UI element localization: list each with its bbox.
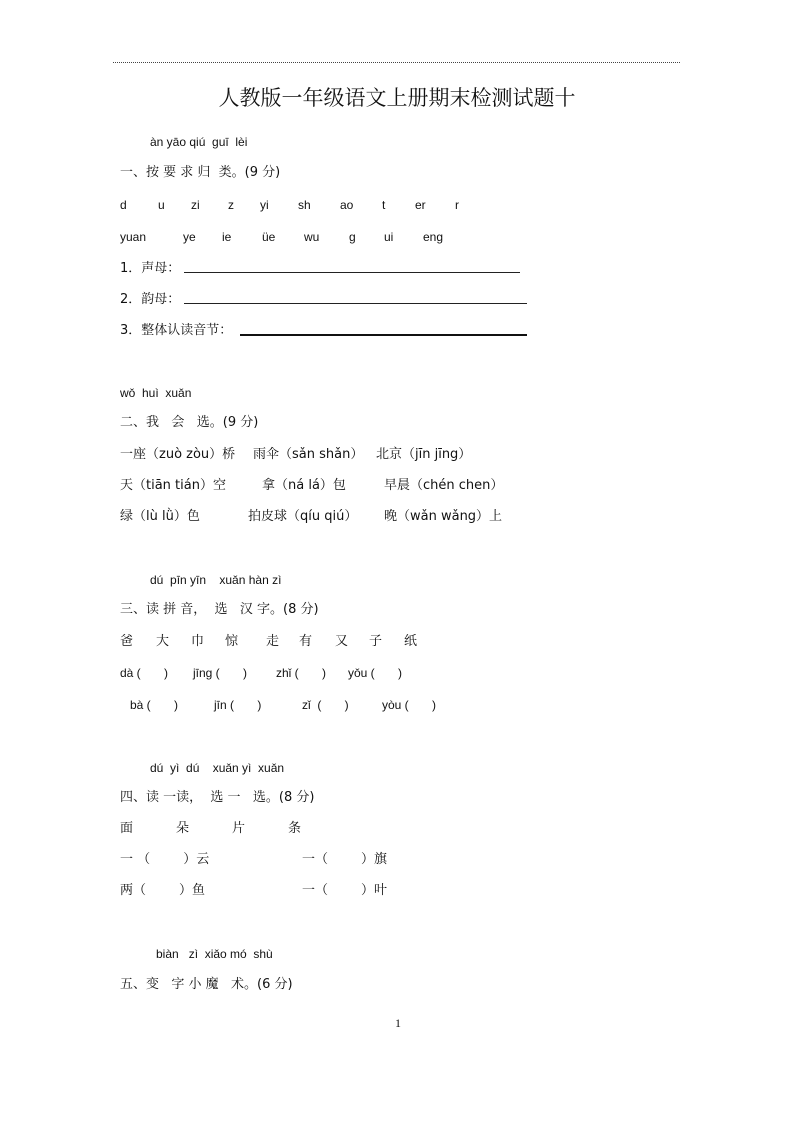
- s2-item: 一座（zuò zòu）桥: [120, 447, 236, 462]
- s3-char: 又: [335, 634, 349, 649]
- s5-pinyin: biàn zì xiǎo mó shù: [156, 947, 273, 961]
- s3-char: 走: [266, 634, 280, 649]
- s2-item: 拍皮球（qíu qiú）: [248, 509, 358, 524]
- s1-letter: ie: [222, 230, 232, 244]
- s2-item: 早晨（chén chen）: [384, 478, 504, 493]
- s4-word: 片: [232, 821, 246, 836]
- s3-blank[interactable]: yǒu ( ): [348, 666, 403, 680]
- s1-letter: ye: [183, 230, 196, 244]
- s3-char: 巾: [191, 634, 205, 649]
- s2-item: 晚（wǎn wǎng）上: [384, 509, 503, 524]
- s2-item: 天（tiān tián）空: [120, 478, 226, 493]
- s1-letter: ui: [384, 230, 394, 244]
- s4-pinyin: dú yì dú xuǎn yì xuǎn: [150, 761, 285, 775]
- s1-letter: z: [228, 198, 234, 212]
- s4-word: 条: [288, 821, 302, 836]
- s4-blank[interactable]: 一（ ）叶: [302, 883, 388, 898]
- s1-letter: g: [349, 230, 356, 244]
- header-dotted-rule: [113, 62, 680, 63]
- s4-word: 面: [120, 821, 134, 836]
- s1-q2-label: 2．韵母：: [120, 292, 181, 307]
- s1-heading: 一、按 要 求 归 类。(9 分): [120, 165, 281, 180]
- s1-letter: zi: [191, 198, 200, 212]
- page-title: 人教版一年级语文上册期末检测试题十: [218, 86, 576, 110]
- s1-letter: eng: [423, 230, 444, 244]
- s3-blank[interactable]: jīng ( ): [193, 666, 248, 680]
- s3-heading: 三、读 拼 音， 选 汉 字。(8 分): [120, 602, 319, 617]
- s1-letter: u: [158, 198, 165, 212]
- s1-letter: yuan: [120, 230, 147, 244]
- s3-blank[interactable]: dà ( ): [120, 666, 169, 680]
- s3-char: 惊: [225, 634, 239, 649]
- s4-heading: 四、读 一读， 选 一 选。(8 分): [120, 790, 315, 805]
- s4-blank[interactable]: 一（ ）旗: [302, 852, 388, 867]
- s1-letter: r: [455, 198, 459, 212]
- s4-blank[interactable]: 两（ ）鱼: [120, 883, 206, 898]
- s1-q2-answer-line[interactable]: [184, 303, 527, 304]
- s1-pinyin: àn yāo qiú guī lèi: [150, 135, 248, 149]
- s2-item: 绿（lù lǜ）色: [120, 509, 200, 524]
- s1-letter: yi: [260, 198, 269, 212]
- s1-q1-answer-line[interactable]: [184, 272, 520, 273]
- s3-pinyin: dú pīn yīn xuǎn hàn zì: [150, 573, 282, 587]
- s5-heading: 五、变 字 小 魔 术。(6 分): [120, 977, 293, 992]
- s3-char: 有: [299, 634, 313, 649]
- s3-blank[interactable]: jīn ( ): [214, 698, 262, 712]
- s1-letter: ao: [340, 198, 354, 212]
- s2-heading: 二、我 会 选。(9 分): [120, 415, 259, 430]
- s1-q1-label: 1．声母：: [120, 261, 181, 276]
- s2-item: 雨伞（sǎn shǎn）: [253, 447, 364, 462]
- s1-letter: sh: [298, 198, 311, 212]
- s1-letter: üe: [262, 230, 276, 244]
- s3-blank[interactable]: bà ( ): [130, 698, 179, 712]
- s3-char: 爸: [120, 634, 134, 649]
- s2-item: 北京（jīn jīng）: [376, 447, 472, 462]
- page-number: 1: [395, 1016, 401, 1030]
- s3-char: 子: [369, 634, 383, 649]
- s4-word: 朵: [176, 821, 190, 836]
- s3-char: 大: [156, 634, 170, 649]
- s1-letter: er: [415, 198, 426, 212]
- s3-blank[interactable]: yòu ( ): [382, 698, 437, 712]
- s4-blank[interactable]: 一 （ ）云: [120, 852, 210, 867]
- s1-letter: wu: [304, 230, 320, 244]
- s3-blank[interactable]: zǐ ( ): [302, 698, 349, 712]
- s1-q3-answer-line[interactable]: [240, 334, 527, 336]
- s3-char: 纸: [404, 634, 418, 649]
- s2-item: 拿（ná lá）包: [262, 478, 346, 493]
- s1-q3-label: 3．整体认读音节：: [120, 323, 233, 338]
- s1-letter: d: [120, 198, 127, 212]
- s2-pinyin: wǒ huì xuǎn: [120, 386, 192, 400]
- s1-letter: t: [382, 198, 386, 212]
- s3-blank[interactable]: zhǐ ( ): [276, 666, 327, 680]
